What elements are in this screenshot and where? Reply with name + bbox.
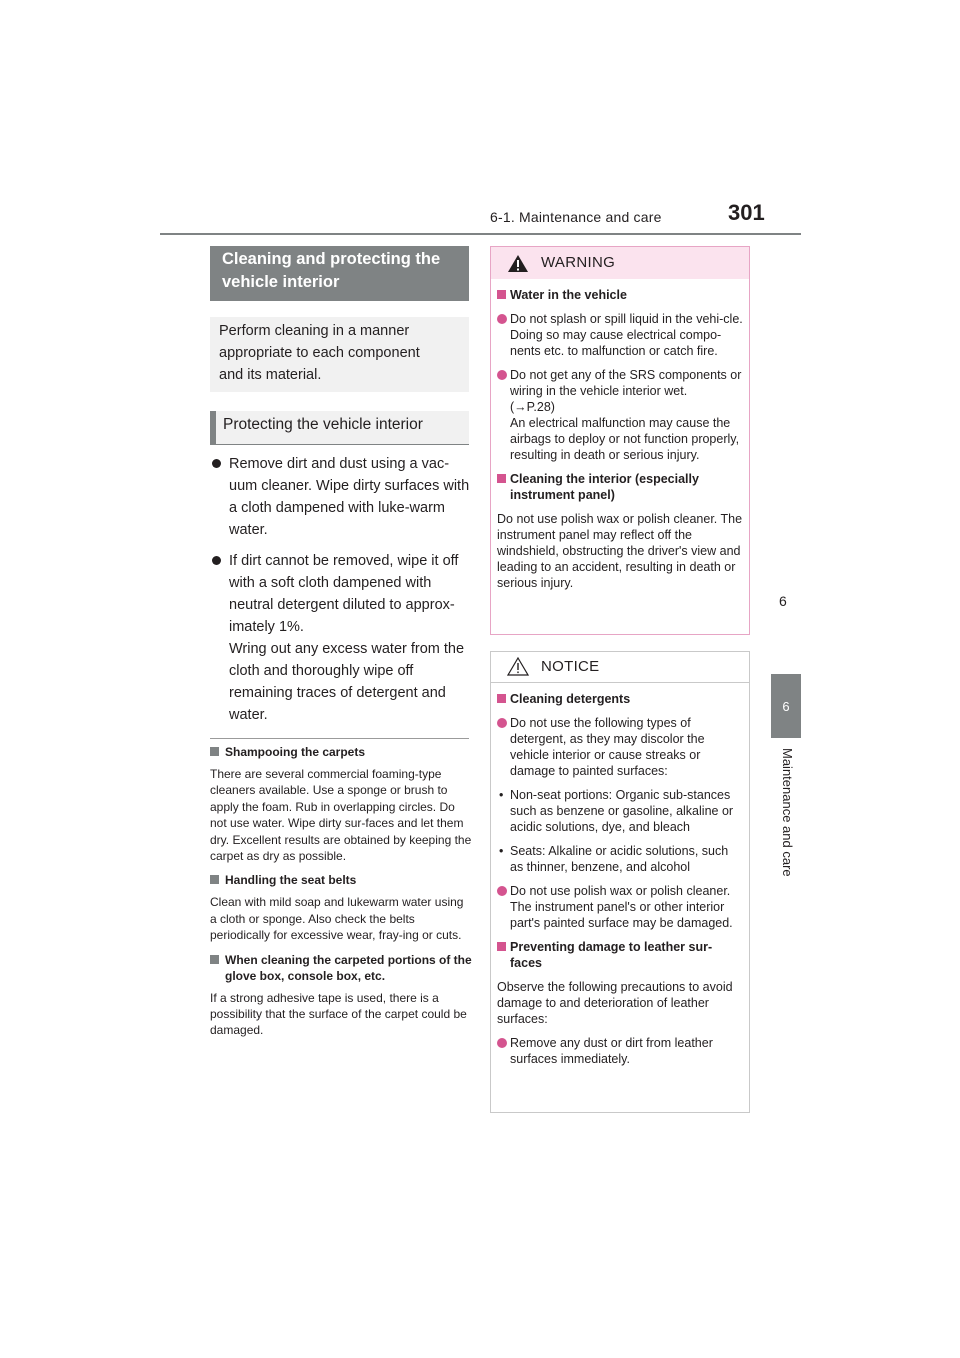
bullet-dot-icon — [497, 886, 507, 896]
intro-line1: Perform cleaning in a manner — [219, 323, 410, 339]
warning-label: WARNING — [541, 254, 616, 271]
section-title-line2: vehicle interior — [222, 273, 340, 291]
warning-box — [490, 246, 750, 635]
page-number: 301 — [728, 200, 765, 225]
bullet-dot-icon — [497, 1038, 507, 1048]
chapter-number-label: 6 — [779, 593, 787, 609]
subsection-title: Protecting the vehicle interior — [210, 411, 469, 444]
warning-triangle-icon — [507, 254, 529, 273]
square-marker-icon — [210, 955, 219, 964]
bullet-dot-icon — [212, 459, 221, 468]
warning-header — [491, 247, 749, 279]
notice-bullet: Do not use the following types of detergent, as they may discolor the vehicle interior or cause streaks or damage to painted surfaces: — [497, 715, 744, 779]
bullet-text: If dirt cannot be removed, wipe it off with a soft cloth dampened with neutral detergent diluted to approx-imately 1%. — [229, 553, 459, 635]
warning-heading: Water in the vehicle — [497, 287, 744, 303]
section-title — [210, 246, 469, 301]
sub-bullet-marker: • — [499, 844, 504, 858]
notice-bullet: Remove any dust or dirt from leather surfaces immediately. — [497, 1035, 744, 1067]
warning-bullet: Do not get any of the SRS components or wiring in the vehicle interior wet. (→P.28) An electrical malfunction may cause the airbags to deploy or not function properly, resulting in death or serious injury. — [497, 367, 744, 463]
notice-header — [491, 652, 749, 683]
caution-triangle-icon — [507, 657, 529, 676]
bullet-dot-icon — [497, 718, 507, 728]
warning-heading: Cleaning the interior (especially instrument panel) — [497, 471, 744, 503]
chapter-tab — [771, 674, 801, 738]
note-text: There are several commercial foaming-type cleaners available. Use a sponge or brush to apply the foam. Rub in overlapping circles. Do not use water. Wipe dirty sur-faces and let them dry. Excellent results are obtained by keeping the carpet as dry as possible. — [210, 767, 472, 864]
note-text: If a strong adhesive tape is used, there is a possibility that the surface of the carpet could be damaged. — [210, 990, 467, 1038]
bullet-item — [212, 550, 470, 638]
bullet-dot-icon — [497, 370, 507, 380]
square-marker-icon — [210, 747, 219, 756]
notice-subitem: • Seats: Alkaline or acidic solutions, such as thinner, benzene, and alcohol — [499, 844, 729, 874]
bullet-text: Wring out any excess water from the cloth and thoroughly wipe off remaining traces of detergent and water. — [229, 641, 465, 723]
chapter-tab-title: Maintenance and care — [780, 748, 795, 877]
header-section-title: 6-1. Maintenance and care — [490, 209, 662, 225]
square-marker-icon — [497, 290, 506, 299]
section-title-line1: Cleaning and protecting the — [222, 250, 441, 268]
intro-line2: appropriate to each component — [219, 345, 420, 361]
bullet-continuation — [212, 638, 470, 726]
bullet-item — [212, 453, 470, 541]
note-text: Clean with mild soap and lukewarm water using a cloth or sponge. Also check the belts periodically for excessive wear, fray-ing or cuts. — [210, 895, 464, 943]
header-rule — [160, 233, 801, 235]
notice-box — [490, 651, 750, 1113]
notice-bullet: Do not use polish wax or polish cleaner. The instrument panel's or other interior part's painted surface may be damaged. — [497, 883, 744, 931]
notice-paragraph: Observe the following precautions to avoid damage to and deterioration of leather surfaces: — [497, 980, 733, 1026]
notice-body — [491, 691, 749, 1067]
notice-heading: Cleaning detergents — [497, 691, 744, 707]
chapter-tab-number: 6 — [782, 698, 790, 714]
warning-bullet: Do not splash or spill liquid in the vehi-cle. Doing so may cause electrical compo-nents etc. to malfunction or catch fire. — [497, 311, 744, 359]
intro-line3: and its material. — [219, 367, 322, 383]
intro-box — [210, 317, 469, 392]
bullet-dot-icon — [497, 314, 507, 324]
square-marker-icon — [497, 474, 506, 483]
sub-bullet-marker: • — [499, 788, 504, 802]
notice-heading: Preventing damage to leather sur-faces — [497, 939, 744, 971]
square-marker-icon — [497, 694, 506, 703]
note-heading: Shampooing the carpets — [210, 744, 472, 760]
bullet-dot-icon — [212, 556, 221, 565]
note-heading: Handling the seat belts — [210, 872, 472, 888]
bullet-text: Remove dirt and dust using a vac-uum cleaner. Wipe dirty surfaces with a cloth dampened with luke-warm water. — [229, 456, 470, 538]
bullet-list — [212, 453, 470, 735]
notes — [210, 742, 472, 1047]
warning-body — [491, 287, 749, 591]
square-marker-icon — [497, 942, 506, 951]
note-heading: When cleaning the carpeted portions of the glove box, console box, etc. — [210, 952, 472, 984]
square-marker-icon — [210, 875, 219, 884]
notice-subitem: • Non-seat portions: Organic sub-stances such as benzene or gasoline, alkaline or acidic solutions, dye, and bleach — [499, 788, 734, 834]
divider — [210, 738, 469, 739]
notice-label: NOTICE — [541, 658, 600, 675]
warning-paragraph: Do not use polish wax or polish cleaner. The instrument panel may reflect off the windshield, obstructing the driver's view and leading to an accident, resulting in death or serious injury. — [497, 512, 743, 590]
